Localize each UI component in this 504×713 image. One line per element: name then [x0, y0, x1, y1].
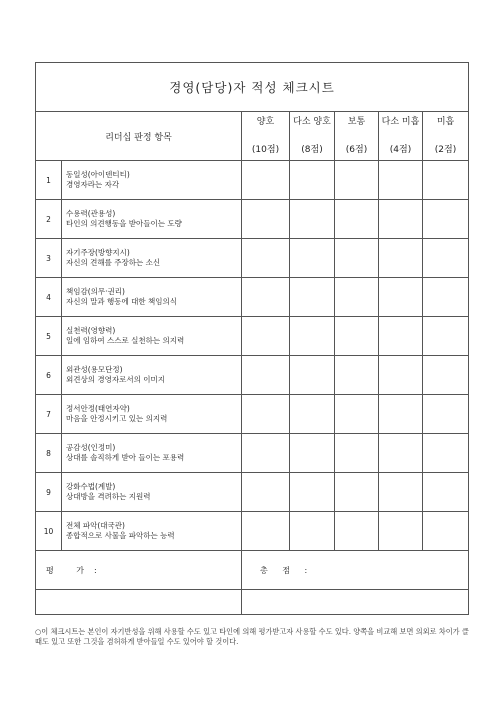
checklist-sheet [35, 62, 468, 615]
score-checkbox-cell[interactable] [335, 473, 379, 512]
score-checkbox-cell[interactable] [335, 434, 379, 473]
score-checkbox-cell[interactable] [242, 356, 290, 395]
score-label: 보통 [347, 116, 366, 127]
score-label: 다소 미흡 [381, 116, 420, 127]
checklist-row [36, 512, 469, 551]
score-checkbox-cell[interactable] [290, 317, 335, 356]
score-label: 다소 양호 [293, 116, 331, 127]
score-checkbox-cell[interactable] [423, 161, 469, 200]
score-label: 양호 [256, 116, 275, 127]
item-number: 1 [36, 161, 62, 200]
item-cell [62, 317, 242, 356]
total-score-input-cell[interactable] [242, 590, 469, 615]
score-checkbox-cell[interactable] [335, 200, 379, 239]
header-row [36, 112, 469, 161]
score-column-header [423, 112, 469, 161]
score-checkbox-cell[interactable] [290, 473, 335, 512]
score-checkbox-cell[interactable] [290, 356, 335, 395]
score-column-header [379, 112, 423, 161]
score-checkbox-cell[interactable] [335, 161, 379, 200]
score-checkbox-cell[interactable] [379, 317, 423, 356]
score-checkbox-cell[interactable] [379, 473, 423, 512]
item-cell [62, 473, 242, 512]
score-checkbox-cell[interactable] [290, 434, 335, 473]
score-checkbox-cell[interactable] [242, 161, 290, 200]
score-points: (4점) [389, 144, 412, 155]
blank-row [36, 590, 469, 615]
score-points: (10점) [251, 144, 280, 155]
score-checkbox-cell[interactable] [379, 395, 423, 434]
checklist-table [35, 62, 469, 615]
item-name: 공감성(인정미) [66, 443, 116, 452]
score-checkbox-cell[interactable] [242, 239, 290, 278]
score-checkbox-cell[interactable] [335, 239, 379, 278]
evaluation-input-cell[interactable] [36, 590, 242, 615]
score-checkbox-cell[interactable] [242, 473, 290, 512]
score-checkbox-cell[interactable] [290, 395, 335, 434]
score-checkbox-cell[interactable] [379, 356, 423, 395]
item-number: 3 [36, 239, 62, 278]
item-number: 9 [36, 473, 62, 512]
checklist-row [36, 317, 469, 356]
total-score-label: 총 점 : [242, 551, 469, 590]
score-checkbox-cell[interactable] [423, 395, 469, 434]
item-number: 6 [36, 356, 62, 395]
score-checkbox-cell[interactable] [242, 512, 290, 551]
item-cell [62, 161, 242, 200]
item-cell [62, 239, 242, 278]
score-points: (2점) [434, 144, 457, 155]
item-description: 상대방을 격려하는 지원력 [66, 492, 151, 501]
score-checkbox-cell[interactable] [423, 317, 469, 356]
score-checkbox-cell[interactable] [335, 395, 379, 434]
checklist-row [36, 161, 469, 200]
item-cell [62, 395, 242, 434]
item-number: 2 [36, 200, 62, 239]
score-checkbox-cell[interactable] [335, 317, 379, 356]
score-checkbox-cell[interactable] [242, 434, 290, 473]
checklist-row [36, 395, 469, 434]
score-checkbox-cell[interactable] [335, 278, 379, 317]
item-number: 4 [36, 278, 62, 317]
score-checkbox-cell[interactable] [423, 200, 469, 239]
score-checkbox-cell[interactable] [379, 278, 423, 317]
score-checkbox-cell[interactable] [290, 512, 335, 551]
score-checkbox-cell[interactable] [423, 356, 469, 395]
item-name: 자기주장(방향지시) [66, 248, 130, 257]
item-name: 외관성(용모단정) [66, 365, 123, 374]
score-checkbox-cell[interactable] [423, 278, 469, 317]
item-column-header: 리더십 판정 항목 [36, 112, 242, 161]
item-description: 일에 임하여 스스로 실천하는 의지력 [66, 336, 185, 345]
checklist-row [36, 278, 469, 317]
score-column-header [242, 112, 290, 161]
score-checkbox-cell[interactable] [290, 278, 335, 317]
score-checkbox-cell[interactable] [379, 239, 423, 278]
score-checkbox-cell[interactable] [379, 161, 423, 200]
score-checkbox-cell[interactable] [290, 239, 335, 278]
score-points: (8점) [301, 144, 323, 155]
title-row [36, 63, 469, 112]
score-checkbox-cell[interactable] [290, 200, 335, 239]
item-description: 마음을 안정시키고 있는 의지력 [66, 414, 168, 423]
score-checkbox-cell[interactable] [335, 356, 379, 395]
score-points: (6점) [345, 144, 368, 155]
checklist-row [36, 239, 469, 278]
item-description: 타인의 의견행동을 받아들이는 도량 [66, 219, 182, 228]
item-cell [62, 200, 242, 239]
score-checkbox-cell[interactable] [423, 239, 469, 278]
score-checkbox-cell[interactable] [290, 161, 335, 200]
item-number: 10 [36, 512, 62, 551]
item-number: 8 [36, 434, 62, 473]
score-label: 미흡 [436, 116, 455, 127]
evaluation-row [36, 551, 469, 590]
score-checkbox-cell[interactable] [379, 434, 423, 473]
item-cell [62, 434, 242, 473]
item-description: 종합적으로 사물을 파악하는 능력 [66, 531, 175, 540]
checklist-row [36, 434, 469, 473]
item-cell [62, 512, 242, 551]
item-name: 실천력(영향력) [66, 326, 116, 335]
score-checkbox-cell[interactable] [242, 278, 290, 317]
item-name: 전체 파악(대국관) [66, 521, 125, 530]
score-checkbox-cell[interactable] [242, 317, 290, 356]
score-checkbox-cell[interactable] [423, 512, 469, 551]
score-column-header [290, 112, 335, 161]
item-number: 5 [36, 317, 62, 356]
item-name: 수용력(관용성) [66, 209, 116, 218]
score-checkbox-cell[interactable] [423, 473, 469, 512]
item-name: 책임감(의무·권리) [66, 287, 125, 296]
score-checkbox-cell[interactable] [335, 512, 379, 551]
checklist-row [36, 473, 469, 512]
item-cell [62, 356, 242, 395]
checklist-row [36, 200, 469, 239]
score-checkbox-cell[interactable] [423, 434, 469, 473]
item-description: 상대를 솔직하게 받아 들이는 포용력 [66, 453, 185, 462]
checklist-row [36, 356, 469, 395]
item-name: 강화수법(계발) [66, 482, 116, 491]
item-description: 자신의 견해를 주장하는 소신 [66, 258, 161, 267]
item-name: 정서안정(태연자약) [66, 404, 130, 413]
score-column-header [335, 112, 379, 161]
item-description: 경영자라는 자각 [66, 180, 120, 189]
score-checkbox-cell[interactable] [379, 512, 423, 551]
item-description: 자신의 말과 행동에 대한 책임의식 [66, 297, 177, 306]
item-description: 외견상의 경영자로서의 이미지 [66, 375, 165, 384]
item-name: 동일성(아이덴티티) [66, 170, 130, 179]
score-checkbox-cell[interactable] [242, 200, 290, 239]
evaluation-label: 평 가: [36, 551, 242, 590]
usage-note: ○이 체크시트는 본인이 자기반성을 위해 사용할 수도 있고 타인에 의해 평가받고자 사용할 수도 있다. 양쪽을 비교해 보면 의외로 차이가 클 때도 있고 또한 그것을 겸허하게 받아들일 수도 있어야 할 것이다. [35, 627, 469, 646]
item-cell [62, 278, 242, 317]
score-checkbox-cell[interactable] [379, 200, 423, 239]
item-number: 7 [36, 395, 62, 434]
page-title: 경영(담당)자 적성 체크시트 [36, 63, 469, 112]
score-checkbox-cell[interactable] [242, 395, 290, 434]
